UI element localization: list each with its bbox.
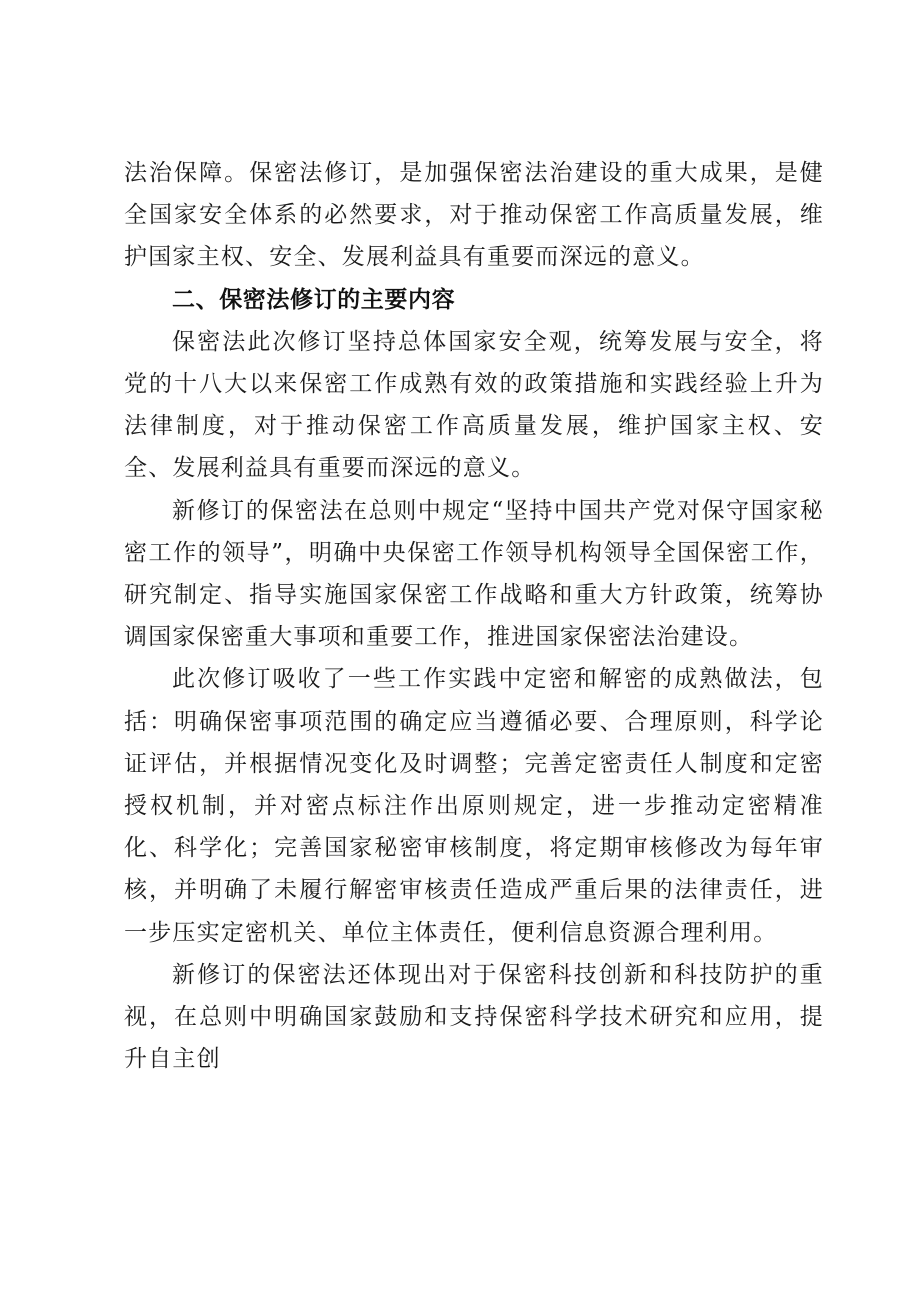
- paragraph-technology-innovation: 新修订的保密法还体现出对于保密科技创新和科技防护的重视，在总则中明确国家鼓励和支持保密科学技术研究和应用，提升自主创: [124, 961, 824, 1073]
- paragraph-legal-guarantee: 法治保障。保密法修订，是加强保密法治建设的重大成果，是健全国家安全体系的必然要求，对于推动保密工作高质量发展，维护国家主权、安全、发展利益具有重要而深远的意义。: [124, 160, 824, 271]
- paragraph-revision-overview: 保密法此次修订坚持总体国家安全观，统筹发展与安全，将党的十八大以来保密工作成熟有效的政策措施和实践经验上升为法律制度，对于推动保密工作高质量发展，维护国家主权、安全、发展利益具有重要而深远的意义。: [124, 328, 824, 482]
- paragraph-party-leadership: 新修订的保密法在总则中规定“坚持中国共产党对保守国家秘密工作的领导”，明确中央保密工作领导机构领导全国保密工作，研究制定、指导实施国家保密工作战略和重大方针政策，统筹协调国家保密重大事项和重要工作，推进国家保密法治建设。: [124, 497, 824, 651]
- paragraph-classification-practices: 此次修订吸收了一些工作实践中定密和解密的成熟做法，包括：明确保密事项范围的确定应当遵循必要、合理原则，科学论证评估，并根据情况变化及时调整；完善定密责任人制度和定密授权机制，并对密点标注作出原则规定，进一步推动定密精准化、科学化；完善国家秘密审核制度，将定期审核修改为每年审核，并明确了未履行解密审核责任造成严重后果的法律责任，进一步压实定密机关、单位主体责任，便利信息资源合理利用。: [124, 666, 824, 946]
- section-heading: 二、保密法修订的主要内容: [172, 286, 456, 313]
- document-body: [124, 152, 824, 1080]
